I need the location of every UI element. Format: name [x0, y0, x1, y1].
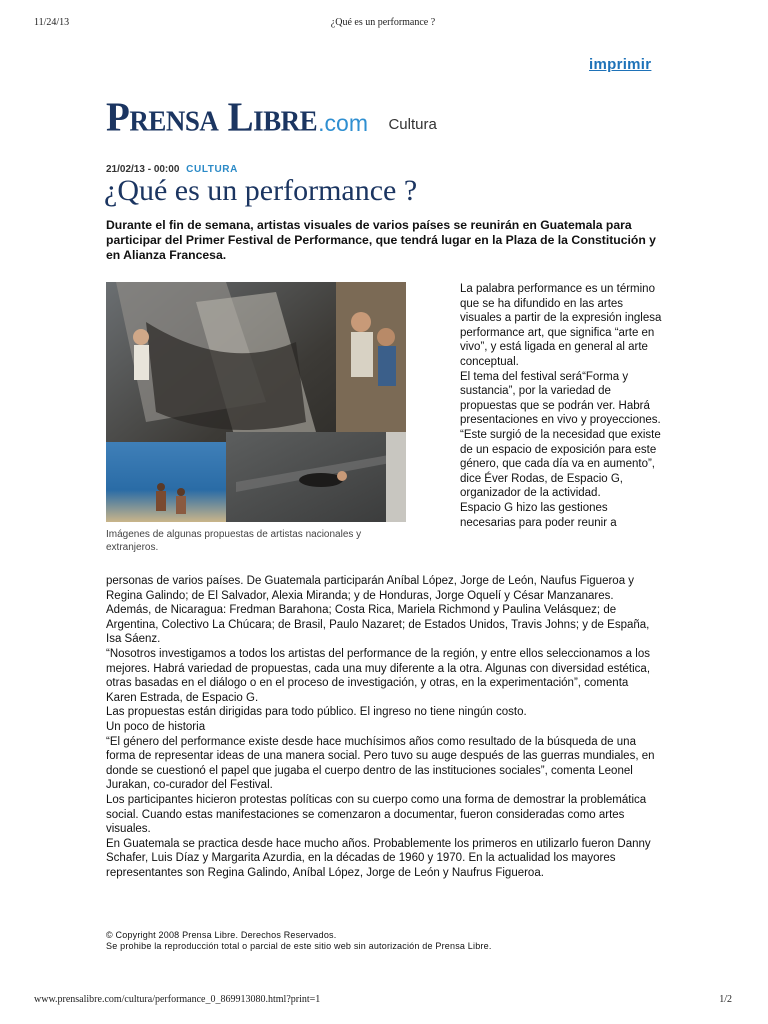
body-paragraph: “El género del performance existe desde hace muchísimos años como resultado de la búsqueda de una forma de representar ideas de una manera social. Pero tuvo su auge después de las guerras mundiales, en donde se cuestionó el papel que jugaba el cuerpo dentro de las instituciones sociales”, comenta Leonel Jurakan, co-curador del Festival.: [106, 735, 655, 792]
copyright-notice: [106, 930, 492, 952]
copyright-line: © Copyright 2008 Prensa Libre. Derechos Reservados.: [106, 930, 337, 940]
side-column: [460, 282, 662, 530]
article-body: [106, 574, 662, 880]
side-paragraph: “Este surgió de la necesidad que existe de un espacio de exposición para este género, que cada día va en aumento”, dice Éver Rodas, de Espacio G, organizador de la actividad.: [460, 428, 661, 500]
article-title: ¿Qué es un performance ?: [104, 174, 418, 207]
print-link[interactable]: imprimir: [589, 56, 652, 73]
reproduction-notice: Se prohibe la reproducción total o parcial de este sitio web sin autorización de Prensa Libre.: [106, 941, 492, 951]
body-paragraph: personas de varios países. De Guatemala participarán Aníbal López, Jorge de León, Naufus Figueroa y Regina Galindo; de El Salvador, Alexia Miranda; y de Honduras, Jorge Oquelí y César Manzanares.: [106, 575, 635, 602]
side-paragraph: El tema del festival será“Forma y sustancia”, por la variedad de propuestas que se podrán ver. Habrá presentaciones en vivo y proyecciones.: [460, 370, 661, 427]
body-paragraph: Además, de Nicaragua: Fredman Barahona; Costa Rica, Mariela Richmond y Paulina Velásquez; de Argentina, Colectivo La Chúcara; de Brasil, Paulo Nazaret; de Estados Unidos, Travis Johns; y de España, Isa Sáenz.: [106, 604, 650, 646]
article-photo: [106, 282, 406, 522]
print-date: 11/24/13: [34, 17, 70, 28]
section-subheading: Un poco de historia: [106, 720, 206, 733]
side-paragraph: Espacio G hizo las gestiones necesarias para poder reunir a: [460, 501, 617, 529]
article-lead: Durante el fin de semana, artistas visuales de varios países se reunirán en Guatemala para participar del Primer Festival de Performance, que tendrá lugar en la Plaza de la Constitución y en Alianza Francesa.: [106, 218, 656, 262]
section-label: Cultura: [388, 116, 437, 133]
body-paragraph: “Nosotros investigamos a todos los artistas del performance de la región, y entre ellos seleccionamos a los mejores. Habrá variedad de propuestas, cada una muy diferente a la otra. Algunas con diversidad estética, otras basadas en el diálogo o en el proceso de investigación, y otras, en la experimentación”, comenta Karen Estrada, de Espacio G.: [106, 647, 651, 704]
print-url: www.prensalibre.com/cultura/performance_0_869913080.html?print=1: [34, 994, 321, 1005]
photo-collage-image: [106, 282, 406, 522]
logo-brand: Prensa Libre: [106, 94, 318, 140]
print-page-title: ¿Qué es un performance ?: [330, 17, 436, 28]
image-caption: Imágenes de algunas propuestas de artistas nacionales y extranjeros.: [106, 529, 362, 553]
body-paragraph: Los participantes hicieron protestas políticas con su cuerpo como una forma de demostrar la problemática social. Cuando estas manifestaciones se comenzaron a documentar, fueron consideradas como artes visuales.: [106, 793, 647, 836]
body-paragraph: En Guatemala se practica desde hace mucho años. Probablemente los primeros en utilizarlo fueron Danny Schafer, Luis Díaz y Margarita Azurdia, en la décadas de 1960 y 1970. En la actualidad los mayores representantes son Regina Galindo, Aníbal López, Jorge de León y Naufrus Figueroa.: [106, 837, 651, 879]
page-number: 1/2: [719, 994, 732, 1005]
article-category[interactable]: CULTURA: [186, 164, 238, 175]
print-footer: [34, 994, 732, 1008]
article-datetime: 21/02/13 - 00:00: [106, 164, 180, 175]
side-paragraph: La palabra performance es un término que se ha difundido en las artes visuales a partir de la expresión inglesa performance art, que significa “arte en vivo”, y está ligada en general al arte conceptual.: [460, 283, 662, 368]
body-paragraph: Las propuestas están dirigidas para todo público. El ingreso no tiene ningún costo.: [106, 706, 527, 719]
site-logo: [106, 96, 437, 142]
print-header: [34, 17, 732, 31]
logo-domain: .com: [318, 110, 368, 136]
